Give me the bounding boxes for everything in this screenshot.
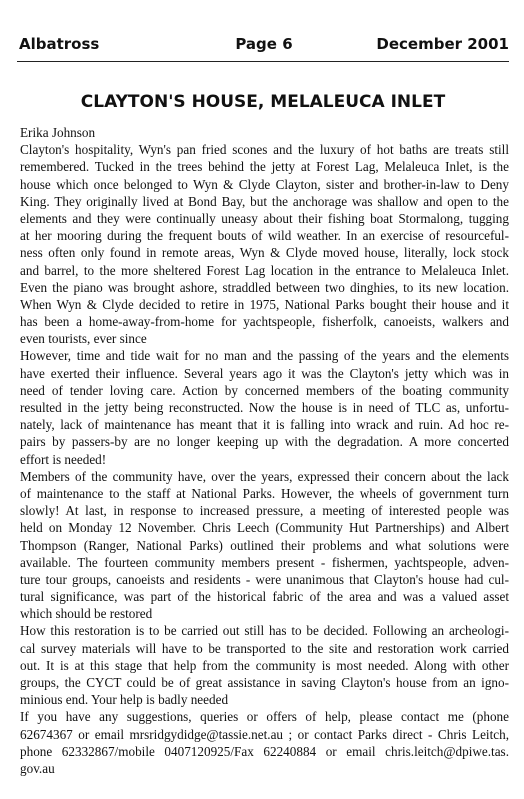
article-line: pairs by passers-by are no longer keeping up with the degradation. A more concerted [20, 434, 509, 450]
article-line: gov.au [20, 760, 55, 776]
article-line: of maintenance to the staff at National Parks. However, the wheels of government turn [20, 485, 509, 501]
article-line: minious end. Your help is badly needed [20, 692, 229, 708]
article-line: nately, lack of maintenance has meant that it is falling into wrack and ruin. Ad hoc re- [20, 417, 509, 433]
issue-date: December 2001 [376, 35, 509, 53]
article-line: even tourists, ever since [20, 331, 147, 347]
article-line: and barrel, to the more sheltered Forest Lag location in the entrance to Melaleuca Inlet. [20, 262, 509, 278]
article-line: ture tour groups, canoeists and residents - were unanimous that Clayton's house had cul- [20, 571, 509, 587]
article-line: When Wyn & Clyde decided to retire in 1975, National Parks bought their house and it [20, 296, 509, 312]
article-author: Erika Johnson [20, 125, 96, 140]
article-line: Thompson (Ranger, National Parks) outlined their problems and what solutions were [20, 537, 509, 553]
page-number: Page 6 [235, 35, 293, 53]
article-line: at her mooring during the frequent bouts of wild weather. In an exercise of resourceful- [20, 228, 509, 244]
article-line: resulted in the jetty being reconstructed. Now the house is in need of TLC as, unfortu- [20, 400, 509, 415]
article-line: King. They originally lived at Bond Bay, but the anchorage was shallow and open to the [20, 193, 509, 209]
article-line: Clayton's hospitality, Wyn's pan fried scones and the luxury of hot baths are treats still [20, 142, 509, 158]
article-line: groups, the CYCT could be of great assistance in saving Clayton's house from an igno- [20, 675, 509, 690]
article-line: Members of the community have, over the years, expressed their concern about the lack [20, 468, 509, 484]
article-line: ness often only found in remote areas, Wyn & Clyde moved house, literally, lock stock [20, 245, 509, 261]
page-header [19, 33, 509, 55]
article-line: have exerted their influence. Several years ago it was the Clayton's jetty which was in [20, 365, 509, 381]
article-line: has been a home-away-from-home for yachtspeople, fisherfolk, canoeists, walkers and [20, 314, 509, 330]
article-line: 62674367 or email mrsridgydidge@tassie.net.au ; or contact Parks direct - Chris Leitch, [20, 726, 509, 742]
article-line: cal survey materials will have to be transported to the site and restoration work carried [20, 640, 509, 656]
article-line: need of tender loving care. Action by concerned members of the boating community [20, 382, 509, 398]
article-line: How this restoration is to be carried out still has to be decided. Following an archeologi- [20, 623, 509, 639]
article-line: slowly! At last, in response to increased pressure, a meeting of interested people was [20, 503, 509, 519]
article-line: house which once belonged to Wyn & Clyde Clayton, sister and brother-in-law to Deny [20, 176, 509, 192]
article-line: held on Monday 12 November. Chris Leech (Community Hut Partnerships) and Albert [20, 520, 509, 536]
article-line: remembered. Tucked in the trees behind the jetty at Forest Lag, Melaleuca Inlet, is the [20, 159, 509, 175]
article-line: out. It is at this stage that help from the community is most needed. Along with other [20, 657, 509, 673]
article-line: phone 62332867/mobile 0407120925/Fax 62240884 or email chris.leitch@dpiwe.tas. [20, 743, 509, 759]
article-body [20, 124, 509, 777]
article-line: If you have any suggestions, queries or offers of help, please contact me (phone [20, 709, 509, 725]
article-line: elements and they were continually uneasy about their fishing boat Stormalong, tugging [20, 210, 509, 226]
article-line: effort is needed! [20, 451, 107, 467]
article-line: which should be restored [20, 606, 153, 622]
article-line: available. The fourteen community members present - fishermen, yachtspeople, adven- [20, 554, 509, 570]
article-line: However, time and tide wait for no man and the passing of the years and the elements [20, 348, 509, 364]
header-divider [17, 61, 509, 62]
article-line: Even the piano was brought ashore, straddled between two dinghies, to its new location. [20, 279, 509, 295]
article-title: CLAYTON'S HOUSE, MELALEUCA INLET [80, 92, 446, 112]
publication-name: Albatross [19, 35, 100, 53]
article-line: tural significance, was part of the historical fabric of the area and was a valued asset [20, 589, 509, 605]
